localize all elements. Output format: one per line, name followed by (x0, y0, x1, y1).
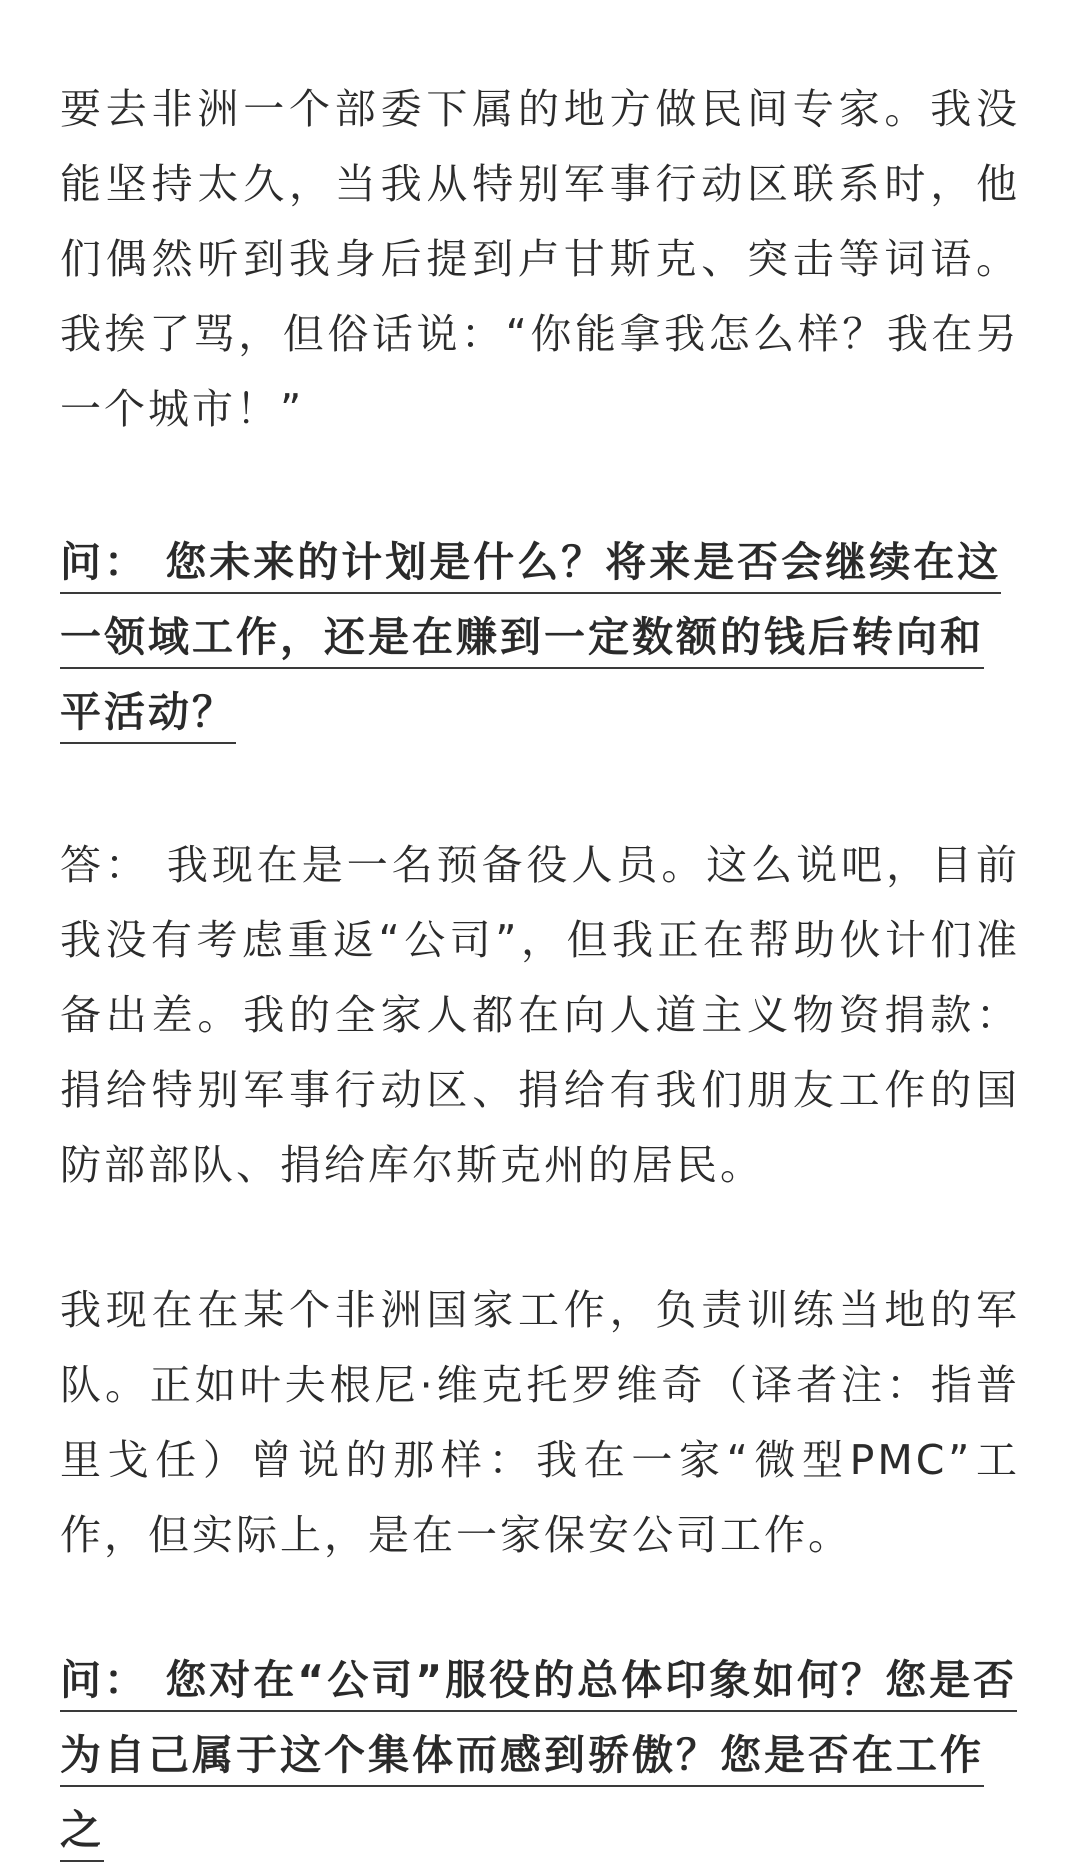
question-text: 您未来的计划是什么？将来是否会继续在这一领域工作，还是在赚到一定数额的钱后转向和平活动？ (60, 538, 1002, 736)
paragraph-intro: 要去非洲一个部委下属的地方做民间专家。我没能坚持太久，当我从特别军事行动区联系时，他们偶然听到我身后提到卢甘斯克、突击等词语。我挨了骂，但俗话说：“你能拿我怎么样？我在另一个城市！” (60, 85, 1020, 433)
question-text: 您对在“公司”服役的总体印象如何？您是否为自己属于这个集体而感到骄傲？您是否在工作之 (60, 1656, 1018, 1854)
question-future-plans (60, 525, 1020, 750)
article-body (60, 72, 1020, 1868)
question-future-plans-underline (60, 538, 1001, 744)
answer-label: 答： (60, 841, 167, 889)
question-company-impression-underline (60, 1656, 1017, 1862)
paragraph-africa-work: 我现在在某个非洲国家工作，负责训练当地的军队。正如叶夫根尼·维克托罗维奇（译者注：指普里戈任）曾说的那样：我在一家“微型PMC”工作，但实际上，是在一家保安公司工作。 (60, 1286, 1020, 1559)
answer-text: 我现在是一名预备役人员。这么说吧，目前我没有考虑重返“公司”，但我正在帮助伙计们准备出差。我的全家人都在向人道主义物资捐款：捐给特别军事行动区、捐给有我们朋友工作的国防部部队、捐给库尔斯克州的居民。 (60, 841, 1020, 1189)
answer-future-plans (60, 828, 1020, 1203)
question-label: 问： (60, 538, 166, 586)
question-label: 问： (60, 1656, 166, 1704)
question-company-impression (60, 1643, 1020, 1868)
